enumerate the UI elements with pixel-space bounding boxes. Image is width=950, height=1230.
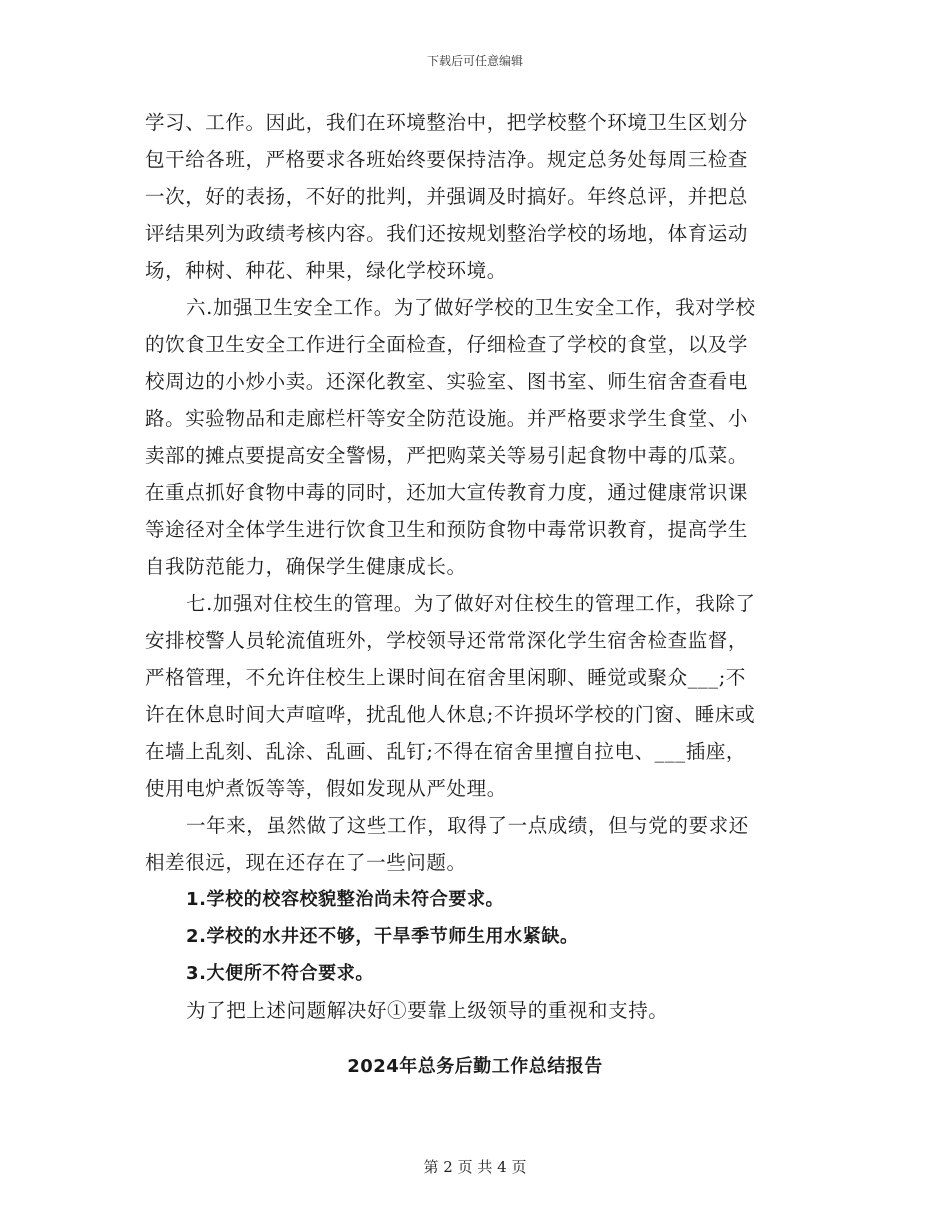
text-line: 安排校警人员轮流值班外，学校领导还常常深化学生宿舍检查监督，: [145, 629, 749, 652]
text-line: 自我防范能力，确保学生健康成长。: [145, 555, 467, 578]
text-line: 校周边的小炒小卖。还深化教室、实验室、图书室、师生宿舍查看电: [145, 370, 749, 393]
text-line: 卖部的摊点要提高安全警惕，严把购菜关等易引起食物中毒的瓜菜。: [145, 444, 749, 467]
paragraph-solution: [145, 992, 810, 1029]
text-line: 一年来，虽然做了这些工作，取得了一点成绩，但与党的要求还: [186, 814, 749, 837]
text-line: 六.加强卫生安全工作。为了做好学校的卫生安全工作，我对学校: [186, 296, 756, 319]
text-line: 为了把上述问题解决好①要靠上级领导的重视和支持。: [186, 999, 669, 1022]
text-line: 相差很远，现在还存在了一些问题。: [145, 851, 467, 874]
text-line: 路。实验物品和走廊栏杆等安全防范设施。并严格要求学生食堂、小: [145, 407, 749, 430]
issue-item: 1.学校的校容校貌整治尚未符合要求。: [186, 889, 505, 910]
document-body: [145, 104, 810, 1029]
text-line: 七.加强对住校生的管理。为了做好对住校生的管理工作，我除了: [186, 592, 756, 615]
text-line: 等途径对全体学生进行饮食卫生和预防食物中毒常识教育，提高学生: [145, 518, 749, 541]
text-line: 许在休息时间大声喧哗，扰乱他人休息;不许损坏学校的门窗、睡床或: [145, 703, 756, 726]
text-line: 的饮食卫生安全工作进行全面检查，仔细检查了学校的食堂，以及学: [145, 333, 749, 356]
issues-list: [145, 881, 810, 992]
text-line: 学习、工作。因此，我们在环境整治中，把学校整个环境卫生区划分: [145, 111, 749, 134]
paragraph-boarding: [145, 585, 810, 807]
issue-item: 2.学校的水井还不够，干旱季节师生用水紧缺。: [186, 926, 579, 947]
text-line: 使用电炉煮饭等等，假如发现从严处理。: [145, 777, 507, 800]
text-line: 严格管理，不允许住校生上课时间在宿舍里闲聊、睡觉或聚众___;不: [145, 666, 747, 689]
page-number-footer: 第 2 页 共 4 页: [423, 1158, 527, 1176]
paragraph-safety: [145, 289, 810, 585]
report-heading: 2024年总务后勤工作总结报告: [347, 1056, 603, 1077]
paragraph-environment: [145, 104, 810, 289]
paragraph-summary: [145, 807, 810, 881]
text-line: 在墙上乱刻、乱涂、乱画、乱钉;不得在宿舍里擅自拉电、___插座，: [145, 740, 747, 763]
text-line: 一次，好的表扬，不好的批判，并强调及时搞好。年终总评，并把总: [145, 185, 749, 208]
issue-item: 3.大便所不符合要求。: [186, 963, 374, 984]
text-line: 评结果列为政绩考核内容。我们还按规划整治学校的场地，体育运动: [145, 222, 749, 245]
text-line: 在重点抓好食物中毒的同时，还加大宣传教育力度，通过健康常识课: [145, 481, 749, 504]
text-line: 包干给各班，严格要求各班始终要保持洁净。规定总务处每周三检查: [145, 148, 749, 171]
page-header-note: 下载后可任意编辑: [426, 54, 523, 68]
text-line: 场，种树、种花、种果，绿化学校环境。: [145, 259, 507, 282]
